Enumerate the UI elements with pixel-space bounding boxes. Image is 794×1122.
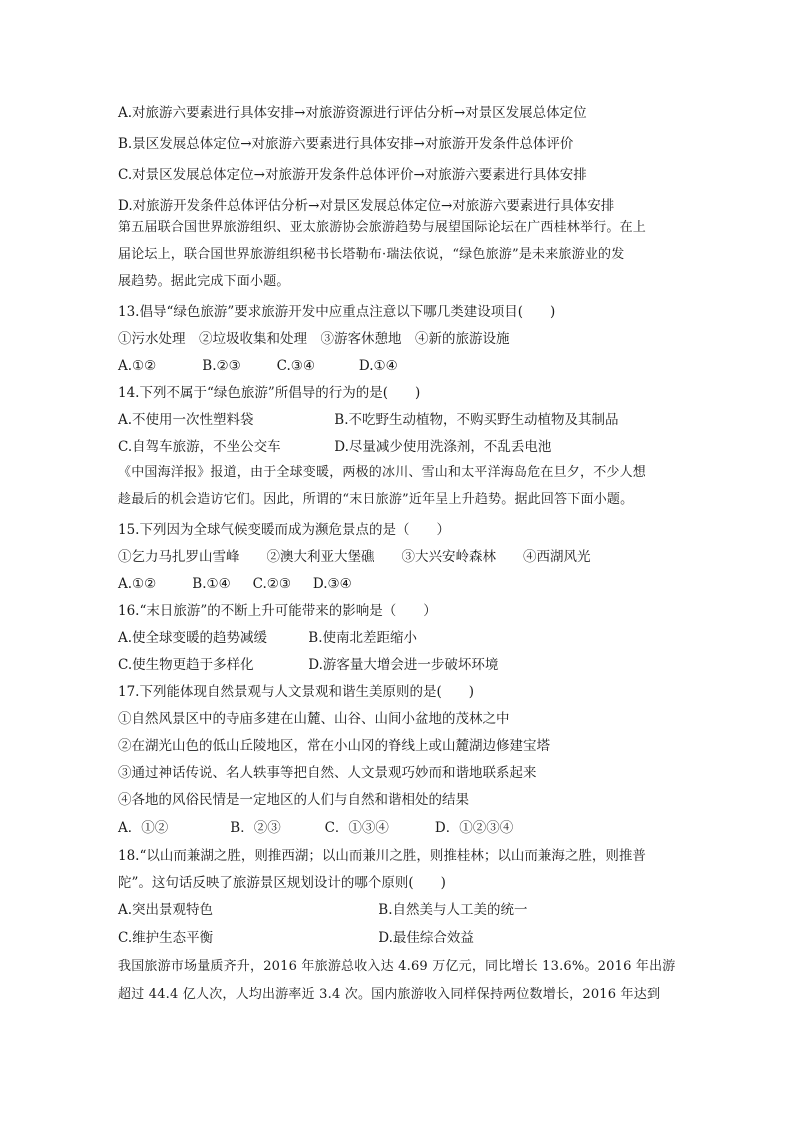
q14-stem: 14.下列不属于“绿色旅游”所倡导的行为的是( ) xyxy=(118,385,421,401)
q16-option-d[interactable]: D.游客量大增会进一步破坏环境 xyxy=(308,657,499,673)
q13-items: ①污水处理 ②垃圾收集和处理 ③游客休憩地 ④新的旅游设施 xyxy=(118,331,510,347)
q18-option-a[interactable]: A.突出景观特色 xyxy=(118,902,214,918)
q15-items: ①乞力马扎罗山雪峰 ②澳大利亚大堡礁 ③大兴安岭森林 ④西湖风光 xyxy=(118,549,591,565)
q14-options-row-2 xyxy=(118,437,551,457)
q18-stem-line: 18.“以山而兼湖之胜，则推西湖；以山而兼川之胜，则推桂林；以山而兼海之胜，则推普 xyxy=(118,848,646,864)
q13-options xyxy=(118,356,398,376)
q12-option-d: D.对旅游开发条件总体评估分析→对景区发展总体定位→对旅游六要素进行具体安排 xyxy=(118,198,615,214)
q14-option-c[interactable]: C.自驾车旅游，不坐公交车 xyxy=(118,439,281,455)
q18-option-b[interactable]: B.自然美与人工美的统一 xyxy=(378,902,528,918)
passage-2-line: 《中国海洋报》报道，由于全球变暖，两极的冰川、雪山和太平洋海岛危在旦夕，不少人想 xyxy=(118,465,647,480)
q16-options-row-2 xyxy=(118,655,498,675)
passage-1-line: 届论坛上，联合国世界旅游组织秘书长塔勒布·瑞法依说，“绿色旅游”是未来旅游业的发 xyxy=(118,247,625,262)
passage-1-line: 第五届联合国世界旅游组织、亚太旅游协会旅游趋势与展望国际论坛在广西桂林举行。在上 xyxy=(118,220,647,235)
q17-option-b[interactable]: B．②③ xyxy=(230,820,281,836)
passage-2-line: 趁最后的机会造访它们。因此，所谓的“末日旅游”近年呈上升趋势。据此回答下面小题。 xyxy=(118,492,634,507)
q16-stem: 16.“末日旅游”的不断上升可能带来的影响是（ ） xyxy=(118,603,437,619)
passage-1-line: 展趋势。据此完成下面小题。 xyxy=(118,274,290,289)
q17-item-1: ①自然风景区中的寺庙多建在山麓、山谷、山间小盆地的茂林之中 xyxy=(118,711,510,727)
q18-option-d[interactable]: D.最佳综合效益 xyxy=(378,930,474,946)
q15-option-a[interactable]: A.①② xyxy=(118,576,157,592)
q16-option-c[interactable]: C.使生物更趋于多样化 xyxy=(118,657,254,673)
q13-option-c[interactable]: C.③④ xyxy=(276,358,315,374)
q18-options-row-2 xyxy=(118,928,474,948)
q17-item-3: ③通过神话传说、名人轶事等把自然、人文景观巧妙而和谐地联系起来 xyxy=(118,765,537,781)
passage-3-line: 我国旅游市场量质齐升，2016 年旅游总收入达 4.69 万亿元，同比增长 13.6%。2016 年出游 xyxy=(118,959,676,974)
q14-option-b[interactable]: B.不吃野生动植物，不购买野生动植物及其制品 xyxy=(334,412,619,428)
q16-option-a[interactable]: A.使全球变暖的趋势减缓 xyxy=(118,630,268,646)
q13-option-b[interactable]: B.②③ xyxy=(202,358,241,374)
q17-item-2: ②在湖光山色的低山丘陵地区，常在小山冈的脊线上或山麓湖边修建宝塔 xyxy=(118,738,550,754)
q13-stem: 13.倡导“绿色旅游”要求旅游开发中应重点注意以下哪几类建设项目( ) xyxy=(118,304,556,320)
q16-option-b[interactable]: B.使南北差距缩小 xyxy=(308,630,418,646)
q16-options-row-1 xyxy=(118,628,417,648)
q17-option-d[interactable]: D．①②③④ xyxy=(434,820,514,836)
q18-option-c[interactable]: C.维护生态平衡 xyxy=(118,930,214,946)
q12-option-a: A.对旅游六要素进行具体安排→对旅游资源进行评估分析→对景区发展总体定位 xyxy=(118,105,587,121)
q15-option-d[interactable]: D.③④ xyxy=(312,576,352,592)
passage-3-line: 超过 44.4 亿人次，人均出游率近 3.4 次。国内旅游收入同样保持两位数增长，2016 年达到 xyxy=(118,987,661,1002)
q17-options xyxy=(118,818,513,838)
q15-options xyxy=(118,574,352,594)
q14-option-d[interactable]: D.尽量减少使用洗涤剂，不乱丢电池 xyxy=(334,439,552,455)
q14-option-a[interactable]: A.不使用一次性塑料袋 xyxy=(118,412,254,428)
q13-option-d[interactable]: D.①④ xyxy=(358,358,398,374)
q17-item-4: ④各地的风俗民情是一定地区的人们与自然和谐相处的结果 xyxy=(118,792,469,808)
q14-options-row-1 xyxy=(118,410,619,430)
q18-options-row-1 xyxy=(118,900,528,920)
q18-stem-line: 陀”。这句话反映了旅游景区规划设计的哪个原则( ) xyxy=(118,875,446,891)
q17-option-c[interactable]: C．①③④ xyxy=(324,820,389,836)
q17-option-a[interactable]: A．①② xyxy=(118,820,169,836)
q15-option-b[interactable]: B.①④ xyxy=(192,576,231,592)
q17-stem: 17.下列能体现自然景观与人文景观和谐生美原则的是( ) xyxy=(118,684,475,700)
q12-option-c: C.对景区发展总体定位→对旅游开发条件总体评价→对旅游六要素进行具体安排 xyxy=(118,167,587,183)
q13-option-a[interactable]: A.①② xyxy=(118,358,157,374)
q15-stem: 15.下列因为全球气候变暖而成为濒危景点的是（ ） xyxy=(118,522,450,538)
q12-option-b: B.景区发展总体定位→对旅游六要素进行具体安排→对旅游开发条件总体评价 xyxy=(118,136,574,152)
q15-option-c[interactable]: C.②③ xyxy=(252,576,291,592)
